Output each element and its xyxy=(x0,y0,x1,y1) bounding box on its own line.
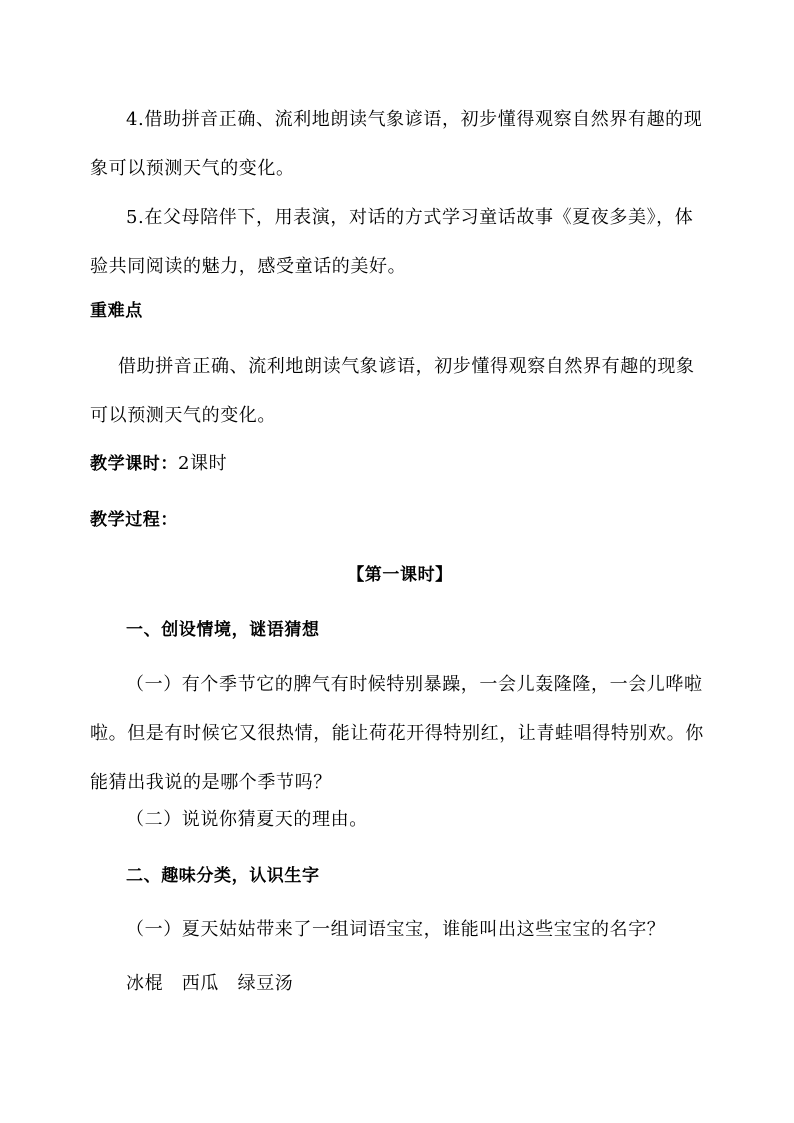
objective-item-4: 4.借助拼音正确、流利地朗读气象谚语，初步懂得观察自然界有趣的现象可以预测天气的变化。 xyxy=(90,109,703,179)
class-hours-value: 2课时 xyxy=(178,453,228,474)
lesson-title: 【第一课时】 xyxy=(347,565,453,585)
section-1-paragraph-1: （一）有个季节它的脾气有时候特别暴躁，一会儿轰隆隆，一会儿哗啦啦。但是有时候它又很热情，能让荷花开得特别红，让青蛙唱得特别欢。你能猜出我说的是哪个季节吗？ xyxy=(90,674,704,793)
section-2-heading: 二、趣味分类，认识生字 xyxy=(126,866,320,886)
class-hours-line xyxy=(90,452,710,476)
process-heading: 教学过程： xyxy=(90,510,178,530)
key-points-heading: 重难点 xyxy=(90,301,143,321)
section-1-heading: 一、创设情境，谜语猜想 xyxy=(126,620,320,640)
key-points-body: 借助拼音正确、流利地朗读气象谚语，初步懂得观察自然界有趣的现象可以预测天气的变化。 xyxy=(90,356,695,426)
section-1-paragraph-2: （二）说说你猜夏天的理由。 xyxy=(126,809,368,830)
class-hours-label: 教学课时： xyxy=(90,454,178,474)
section-2-words: 冰棍 西瓜 绿豆汤 xyxy=(126,973,294,994)
section-2-paragraph-1: （一）夏天姑姑带来了一组词语宝宝，谁能叫出这些宝宝的名字？ xyxy=(126,919,666,940)
objective-item-5: 5.在父母陪伴下，用表演，对话的方式学习童话故事《夏夜多美》，体验共同阅读的魅力，感受童话的美好。 xyxy=(90,207,694,277)
